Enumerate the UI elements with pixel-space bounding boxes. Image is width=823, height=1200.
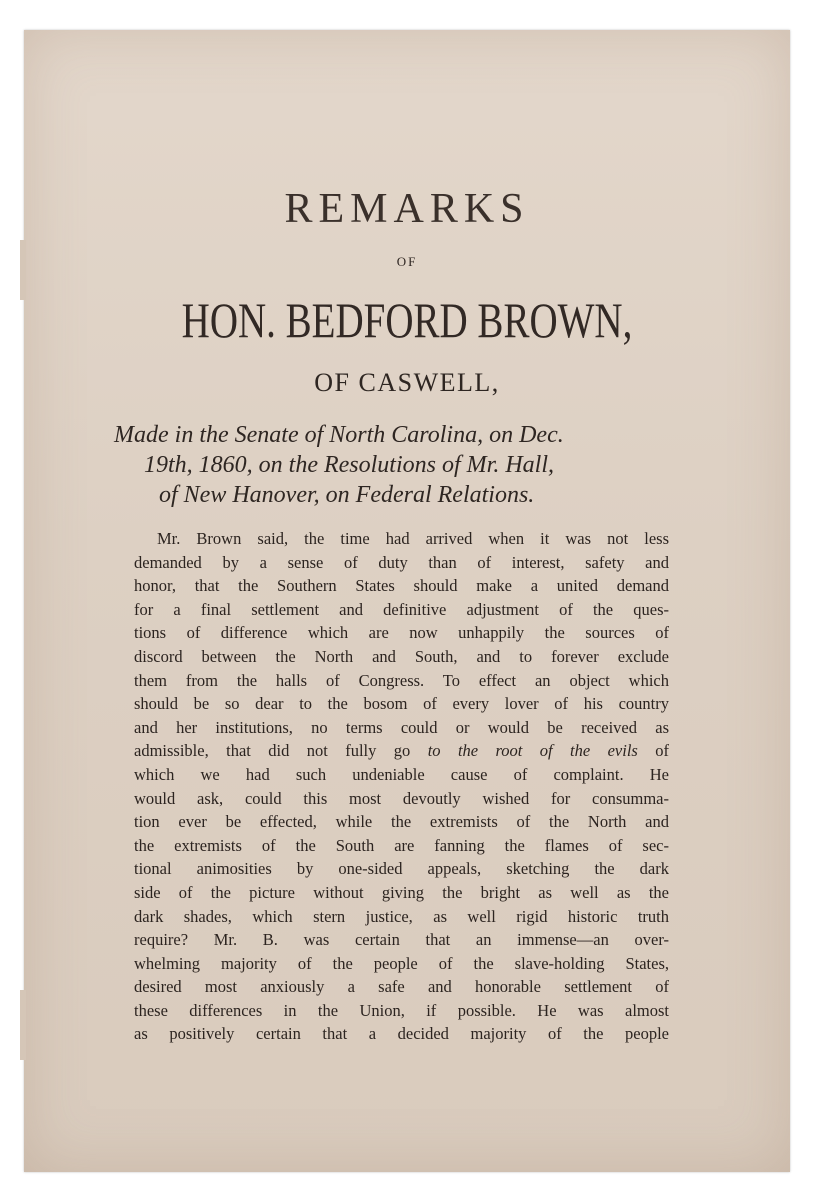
of-label: OF (396, 254, 418, 269)
italic-phrase: to the root of the evils (427, 741, 638, 761)
body-line: discord between the North and South, and to forever exclude (134, 646, 669, 666)
torn-edge (20, 990, 26, 1060)
body-line-part: admissible, that did not fully go (134, 741, 411, 761)
body-line: whelming majority of the people of the slave-holding States, (134, 953, 669, 973)
document-page (24, 30, 790, 1172)
body-line: side of the picture without giving the bright as well as the (134, 882, 669, 902)
county-label: OF CASWELL, (314, 368, 500, 397)
body-line: dark shades, which stern justice, as well rigid historic truth (134, 906, 669, 926)
body-line: demanded by a sense of duty than of interest, safety and (134, 552, 669, 572)
body-line: them from the halls of Congress. To effect an object which (134, 670, 669, 690)
body-line: and her institutions, no terms could or would be received as (134, 717, 669, 737)
body-line: which we had such undeniable cause of complaint. He (134, 764, 669, 784)
body-line: tional animosities by one-sided appeals, sketching the dark (134, 859, 669, 879)
body-line: tions of difference which are now unhappily the sources of (134, 623, 669, 643)
body-line: the extremists of the South are fanning the flames of sec- (134, 835, 669, 855)
body-line: these differences in the Union, if possible. He was almost (134, 1000, 669, 1020)
body-line: desired most anxiously a safe and honorable settlement of (134, 977, 669, 997)
subtitle-line: of New Hanover, on Federal Relations. (159, 482, 535, 508)
subtitle (114, 420, 724, 510)
body-line: as positively certain that a decided majority of the people (134, 1024, 669, 1044)
speaker-name: HON. BEDFORD BROWN, (181, 292, 633, 348)
body-line: Mr. Brown said, the time had arrived when it was not less (157, 529, 669, 548)
body-line: would ask, could this most devoutly wished for consumma- (134, 788, 669, 808)
body-text (134, 527, 669, 1046)
body-line-part: of (655, 741, 669, 761)
subtitle-line: Made in the Senate of North Carolina, on Dec. (114, 422, 564, 448)
document-title: REMARKS (284, 186, 530, 232)
body-line: tion ever be effected, while the extremists of the North and (134, 812, 669, 832)
body-line: honor, that the Southern States should make a united demand (134, 576, 669, 596)
subtitle-line: 19th, 1860, on the Resolutions of Mr. Hall, (144, 452, 554, 478)
body-line: require? Mr. B. was certain that an immense—an over- (134, 930, 669, 950)
torn-edge (20, 240, 26, 300)
body-line-mixed (134, 739, 669, 763)
body-line: for a final settlement and definitive adjustment of the ques- (134, 599, 669, 619)
body-line: should be so dear to the bosom of every lover of his country (134, 694, 669, 714)
